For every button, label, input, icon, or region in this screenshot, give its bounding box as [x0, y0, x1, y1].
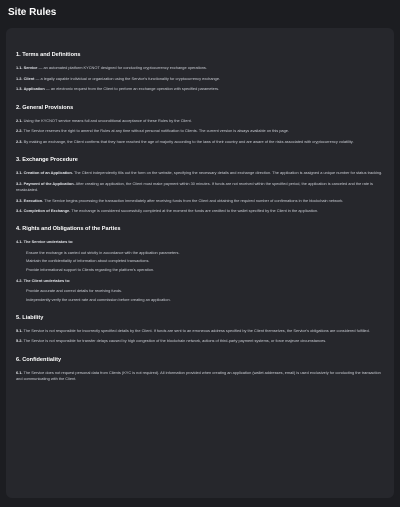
- section-general-provisions: [16, 105, 384, 146]
- rule-term: Payment of the Application.: [23, 180, 75, 186]
- bullet-list: [16, 288, 384, 303]
- rule-text: — an automated platform KYCNOT designed for conducting cryptocurrency exchange operations.: [38, 65, 207, 71]
- rule-number: 5.1.: [16, 327, 23, 333]
- rule-text: The exchange is considered successfully completed at the moment the funds are credited to the wallet specified by the Client in the application.: [71, 208, 319, 214]
- section-heading: 2. General Provisions: [16, 104, 74, 111]
- section-terms: [16, 52, 384, 93]
- subsection-title: 4.2. The Client undertakes to:: [16, 277, 71, 283]
- rule-item: [16, 208, 384, 214]
- rule-text: — a legally capable individual or organization using the Service's functionality for cryptocurrency exchange.: [35, 75, 221, 81]
- rule-item: [16, 198, 384, 204]
- section-heading: 6. Confidentiality: [16, 356, 62, 363]
- section-rights-obligations: [16, 226, 384, 302]
- rule-item: [16, 338, 384, 344]
- rule-item: [16, 86, 384, 92]
- rule-item: [16, 76, 384, 82]
- list-item: Maintain the confidentiality of information about completed transactions.: [26, 258, 150, 264]
- rule-item: [16, 370, 384, 382]
- rule-item: [16, 128, 384, 134]
- bullet-list: [16, 250, 384, 273]
- rule-text: Using the KYCNOT service means full and unconditional acceptance of these Rules by the Client.: [23, 117, 192, 123]
- rule-number: 1.3.: [16, 86, 23, 92]
- section-heading: 3. Exchange Procedure: [16, 157, 78, 164]
- rule-number: 3.1.: [16, 170, 23, 176]
- rule-number: 2.2.: [16, 128, 23, 134]
- rule-text: The Service does not request personal data from Clients (KYC is not required). All information provided when creating an application (wallet addresses, email) is used exclusively for conducting the transaction and communicating with the Client.: [16, 369, 381, 381]
- page-title: Site Rules: [8, 7, 57, 18]
- rule-item: [16, 65, 384, 71]
- section-heading: 5. Liability: [16, 314, 44, 321]
- rule-term: Application: [23, 86, 45, 92]
- rule-text: The Service is not responsible for transfer delays caused by high congestion of the blockchain network, actions of third-party payment systems, or force majeure circumstances.: [23, 338, 327, 344]
- section-heading: 1. Terms and Definitions: [16, 52, 81, 58]
- rule-number: 6.1.: [16, 369, 23, 375]
- rule-text: By making an exchange, the Client confirms that they have reached the age of majority according to the laws of their country and are aware of the risks associated with cryptocurrency volatility.: [23, 139, 354, 145]
- rule-item: [16, 328, 384, 334]
- rule-term: Execution.: [23, 197, 44, 203]
- section-heading: 4. Rights and Obligations of the Parties: [16, 226, 121, 233]
- rule-item: [16, 139, 384, 145]
- rule-text: — an electronic request from the Client to perform an exchange operation with specified parameters.: [45, 86, 220, 92]
- rule-term: Client: [23, 75, 35, 81]
- rule-text: The Service reserves the right to amend the Rules at any time without personal notification to Clients. The current version is always available on this page.: [23, 128, 290, 134]
- rule-term: Creation of an Application.: [23, 170, 73, 176]
- section-exchange-procedure: [16, 157, 384, 214]
- rule-item: [16, 170, 384, 176]
- subsection-title: 4.1. The Service undertakes to:: [16, 239, 74, 245]
- rule-number: 1.1.: [16, 65, 23, 71]
- rule-number: 2.3.: [16, 139, 23, 145]
- section-liability: [16, 315, 384, 345]
- rule-item: [16, 118, 384, 124]
- rule-number: 1.2.: [16, 75, 23, 81]
- rule-item: [16, 181, 384, 193]
- rule-text: The Client independently fills out the form on the website, specifying the necessary details and exchange direction. The application is assigned a unique number for status tracking.: [73, 170, 383, 176]
- rule-number: 3.3.: [16, 197, 23, 203]
- list-item: Independently verify the current rate and commission before creating an application.: [26, 296, 171, 302]
- rule-term: Completion of Exchange.: [23, 208, 71, 214]
- list-item: Provide accurate and correct details for receiving funds.: [26, 287, 123, 293]
- rule-number: 3.2.: [16, 180, 23, 186]
- rule-text: The Service is not responsible for incorrectly specified details by the Client. If funds are sent to an erroneous address specified by the Client themselves, the Service's obligations are considered fulfilled.: [23, 327, 370, 333]
- rules-card: [6, 28, 394, 498]
- list-item: Ensure the exchange is carried out strictly in accordance with the application parameters.: [26, 249, 180, 255]
- section-confidentiality: [16, 357, 384, 382]
- rule-text: After creating an application, the Client must make payment within 30 minutes. If funds are not received within the specified period, the application is canceled and the rate is recalculated.: [16, 180, 373, 192]
- rule-number: 2.1.: [16, 117, 23, 123]
- rule-text: The Service begins processing the transaction immediately after receiving funds from the Client and obtaining the required number of confirmations in the blockchain network.: [44, 197, 344, 203]
- list-item: Provide informational support to Clients regarding the platform's operation.: [26, 266, 155, 272]
- rule-term: Service: [23, 65, 38, 71]
- rule-number: 3.4.: [16, 208, 23, 214]
- rule-number: 5.2.: [16, 338, 23, 344]
